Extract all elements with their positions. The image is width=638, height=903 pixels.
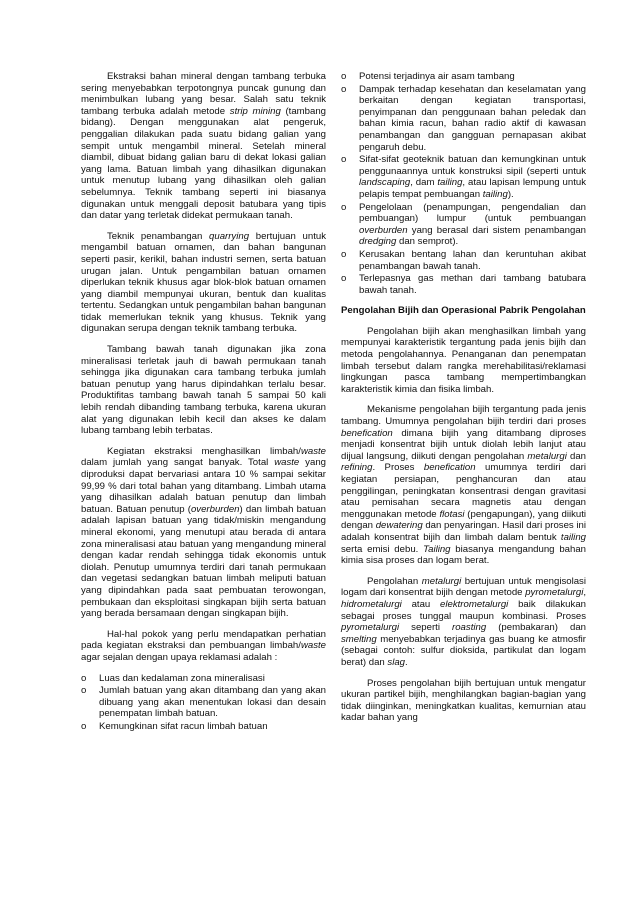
bullet-list-left: [81, 673, 326, 733]
paragraph-mechanism: Mekanisme pengolahan bijih tergantung pada jenis tambang. Umumnya pengolahan bijih terdiri dari proses benefication dimana bijih yang ditambang diproses menjadi konsentrat bijih untuk diolah lebih lanjut atau dijual langsung, diikuti dengan pengolahan metalurgi dan refining. Proses benefication umumnya terdiri dari kegiatan persiapan, penghancuran dan atau penggilingan, peningkatan konsentrasi dengan gravitasi atau pemisahan secara magnetis atau dengan menggunakan metode flotasi (pengapungan), yang diikuti dengan dewatering dan penyaringan. Hasil dari proses ini adalah konsentrat bijih dan limbah dalam bentuk tailing serta emisi debu. Tailing biasanya mengandung bahan kimia sisa proses dan logam berat.: [341, 404, 587, 567]
list-item: o Sifat-sifat geoteknik batuan dan kemungkinan untuk penggunaannya untuk konstruksi sipil (seperti untuk landscaping, dam tailing, atau lapisan lempung untuk pelapis tempat pembuangan tailing).: [341, 154, 586, 200]
paragraph-waste: Kegiatan ekstraksi menghasilkan limbah/waste dalam jumlah yang sangat banyak. Total waste yang diproduksi dapat bervariasi antara 10 % sampai sekitar 99,99 % dari total bahan yang ditambang. Limbah utama yang dihasilkan adalah batuan penutup dan limbah batuan. Batuan penutup (overburden) dan limbah batuan adalah lapisan batuan yang tidak/miskin mengandung mineral ekonomi, yang menutupi atau berada di antara zona mineralisasi atau batuan yang mengandung mineral dengan kadar rendah sehingga tidak ekonomis untuk diolah. Penutup umumnya terdiri dari tanah permukaan dan vegetasi sedangkan batuan limbah meliputi batuan yang dipindahkan pada saat pembuatan terowongan, pembukaan dan eksploitasi singkapan bijih serta batuan yang berada bersamaan dengan singkapan bijih.: [81, 445, 326, 620]
list-item: o Jumlah batuan yang akan ditambang dan yang akan dibuang yang akan menentukan lokasi dan desain penempatan limbah batuan.: [81, 685, 326, 720]
list-item: o Kerusakan bentang lahan dan keruntuhan akibat penambangan bawah tanah.: [341, 249, 586, 272]
list-item: o Luas dan kedalaman zona mineralisasi: [81, 673, 326, 685]
right-column: [341, 71, 586, 733]
section-heading: Pengolahan Bijih dan Operasional Pabrik Pengolahan: [341, 305, 586, 317]
list-item: o Terlepasnya gas methan dari tambang batubara bawah tanah.: [341, 273, 586, 296]
list-item: o Kemungkinan sifat racun limbah batuan: [81, 721, 326, 733]
bullet-list-right: [341, 71, 586, 296]
paragraph-metallurgy: Pengolahan metalurgi bertujuan untuk mengisolasi logam dari konsentrat bijih dengan metode pyrometalurgi, hidrometalurgi atau elektrometalurgi baik dilakukan sebagai proses tunggal maupun kombinasi. Proses pyrometalurgi seperti roasting (pembakaran) dan smelting menyebabkan terjadinya gas buang ke atmosfir (sebagai contoh: sulfur dioksida, partikulat dan logam berat) dan slag.: [341, 575, 586, 668]
paragraph-processing-goal: Proses pengolahan bijih bertujuan untuk mengatur ukuran partikel bijih, menghilangkan bagian-bagian yang tidak diinginkan, meningkatkan kualitas, kemurnian atau kadar bahan yang: [341, 677, 586, 724]
list-item: o Potensi terjadinya air asam tambang: [341, 71, 586, 83]
paragraph-quarrying: Teknik penambangan quarrying bertujuan untuk mengambil batuan ornamen, dan bahan bangunan seperti pasir, kerikil, bahan industri semen, serta batuan urugan jalan. Untuk pengambilan batuan ornamen diperlukan teknik khusus agar blok-blok batuan ornamen yang diambil mempunyai ukuran, bentuk dan kualitas tertentu. Sedangkan untuk pengambilan bahan bangunan tidak memerlukan teknik yang khusus. Teknik yang digunakan serupa dengan teknik tambang terbuka.: [81, 230, 326, 335]
list-item: o Pengelolaan (penampungan, pengendalian dan pembuangan) lumpur (untuk pembuangan overburden yang berasal dari sistem penambangan dredging dan semprot).: [341, 202, 586, 248]
paragraph-ore-processing: Pengolahan bijih akan menghasilkan limbah yang mempunyai karakteristik tergantung pada jenis bijih dan metoda pengolahannya. Penanganan dan penempatan limbah tersebut dalam rangka merehabilitasi/reklamasi lingkungan pasca tambang mempertimbangkan karakteristik kimia dan fisika limbah.: [341, 325, 586, 395]
list-item: o Dampak terhadap kesehatan dan keselamatan yang berkaitan dengan kegiatan transportasi, penyimpanan dan penggunaan bahan peledak dan bahan kimia racun, bahan radio aktif di kawasan penambangan dan gangguan pernapasan akibat pengaruh debu.: [341, 84, 586, 154]
paragraph-key-points: Hal-hal pokok yang perlu mendapatkan perhatian pada kegiatan ekstraksi dan pembuangan limbah/waste agar sejalan dengan upaya reklamasi adalah :: [81, 628, 326, 663]
left-column: [81, 71, 326, 741]
paragraph-open-pit: Ekstraksi bahan mineral dengan tambang terbuka sering menyebabkan terpotongnya puncak gunung dan menimbulkan lubang yang besar. Salah satu teknik tambang terbuka adalah metode strip mining (tambang bidang). Dengan menggunakan alat pengeruk, penggalian dilakukan pada suatu bidang galian yang sempit untuk mengambil mineral. Setelah mineral diambil, dibuat bidang galian baru di dekat lokasi galian yang lama. Batuan limbah yang dihasilkan digunakan untuk menutup lubang yang dihasilkan oleh galian sebelumnya. Teknik tambang seperti ini biasanya digunakan untuk menggali deposit batubara yang tipis dan datar yang terletak didekat permukaan tanah.: [81, 71, 326, 222]
paragraph-underground: Tambang bawah tanah digunakan jika zona mineralisasi terletak jauh di bawah permukaan tanah sehingga jika digunakan cara tambang terbuka jumlah batuan penutup yang harus dipindahkan terlalu besar. Produktifitas tambang bawah tanah 5 sampai 50 kali lebih rendah dibanding tambang terbuka, karena ukuran alat yang digunakan lebih kecil dan akses ke dalam lubang tambang lebih terbatas.: [81, 344, 326, 437]
